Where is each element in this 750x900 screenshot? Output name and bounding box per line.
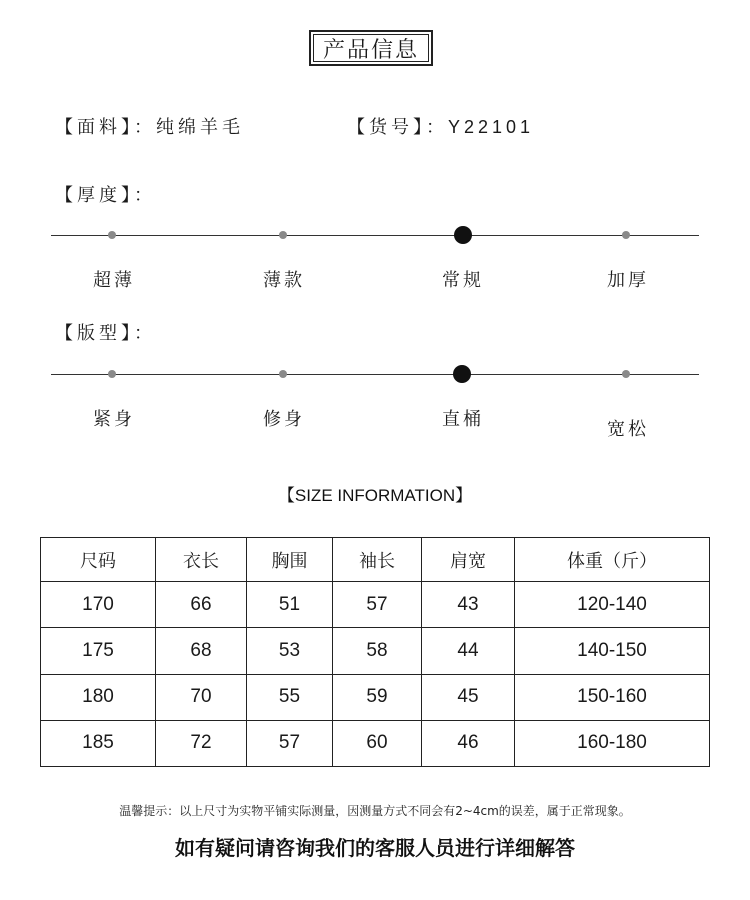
header-sleeve: 袖长 [333, 538, 422, 582]
table-cell: 180 [41, 674, 156, 720]
page-title-box [309, 30, 433, 66]
thickness-dot-2 [454, 226, 472, 244]
table-cell: 57 [333, 582, 422, 628]
thickness-option-2: 常规 [442, 270, 484, 291]
thickness-scale-line [51, 235, 699, 236]
table-cell: 51 [247, 582, 333, 628]
table-cell: 170 [41, 582, 156, 628]
thickness-option-1: 薄款 [263, 270, 305, 291]
table-row [41, 674, 710, 720]
header-size: 尺码 [41, 538, 156, 582]
contact-footer: 如有疑问请咨询我们的客服人员进行详细解答 [175, 836, 575, 860]
fit-dot-3 [622, 370, 630, 378]
fabric-label: 【面料】： [55, 117, 156, 138]
table-cell: 68 [156, 628, 247, 674]
table-cell: 53 [247, 628, 333, 674]
measurement-note: 温馨提示：以上尺寸为实物平铺实际测量，因测量方式不同会有2~4cm的误差，属于正常现象。 [119, 804, 631, 818]
thickness-dot-3 [622, 231, 630, 239]
fabric-value: 纯绵羊毛 [156, 117, 244, 138]
fit-dot-1 [279, 370, 287, 378]
table-cell: 120-140 [515, 582, 710, 628]
table-cell: 43 [422, 582, 515, 628]
page-title: 产品信息 [322, 37, 419, 63]
table-cell: 70 [156, 674, 247, 720]
header-shoulder: 肩宽 [422, 538, 515, 582]
item-no-value: Y22101 [448, 117, 535, 137]
fit-dot-2 [453, 365, 471, 383]
thickness-dot-1 [279, 231, 287, 239]
table-cell: 58 [333, 628, 422, 674]
thickness-label: 【厚度】： [55, 185, 156, 206]
table-cell: 140-150 [515, 628, 710, 674]
table-cell: 44 [422, 628, 515, 674]
table-cell: 46 [422, 720, 515, 766]
header-length: 衣长 [156, 538, 247, 582]
thickness-option-0: 超薄 [93, 270, 135, 291]
size-table-header-row [41, 538, 710, 582]
fit-option-3: 宽松 [607, 419, 649, 440]
table-cell: 150-160 [515, 674, 710, 720]
fit-option-0: 紧身 [93, 409, 135, 430]
item-no-label: 【货号】： [347, 117, 448, 138]
fit-option-2: 直桶 [442, 409, 484, 430]
fit-label: 【版型】： [55, 323, 156, 344]
table-row [41, 628, 710, 674]
fabric-field [55, 113, 244, 139]
table-cell: 66 [156, 582, 247, 628]
header-weight: 体重（斤） [515, 538, 710, 582]
table-cell: 72 [156, 720, 247, 766]
size-table [40, 537, 710, 767]
header-chest: 胸围 [247, 538, 333, 582]
table-row [41, 720, 710, 766]
table-cell: 59 [333, 674, 422, 720]
table-cell: 185 [41, 720, 156, 766]
table-cell: 160-180 [515, 720, 710, 766]
table-cell: 60 [333, 720, 422, 766]
fit-scale-line [51, 374, 699, 375]
size-information-heading: 【SIZE INFORMATION】 [277, 486, 473, 505]
thickness-dot-0 [108, 231, 116, 239]
table-row [41, 582, 710, 628]
table-cell: 45 [422, 674, 515, 720]
item-no-field [347, 113, 534, 139]
table-cell: 175 [41, 628, 156, 674]
thickness-option-3: 加厚 [607, 270, 649, 291]
fit-dot-0 [108, 370, 116, 378]
table-cell: 55 [247, 674, 333, 720]
table-cell: 57 [247, 720, 333, 766]
fit-option-1: 修身 [263, 409, 305, 430]
